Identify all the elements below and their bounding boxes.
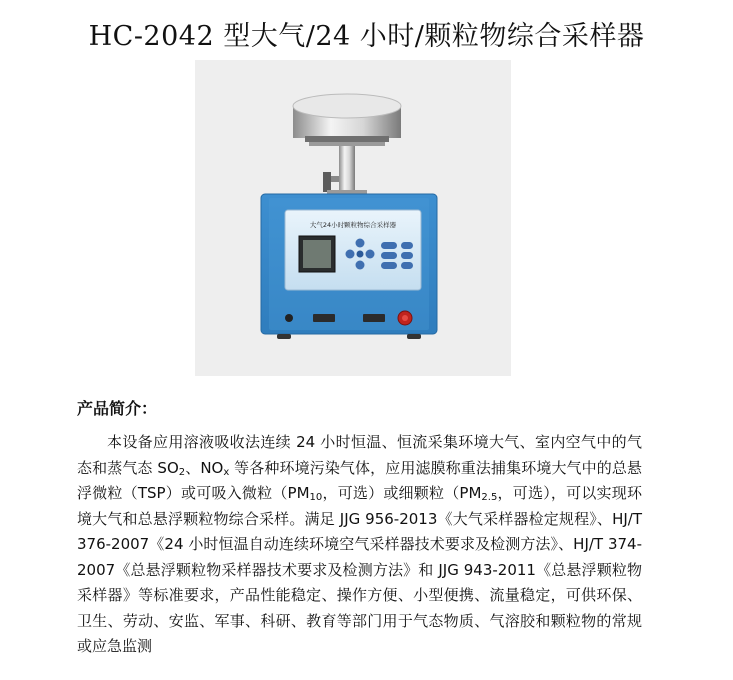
sampler-feet bbox=[277, 334, 421, 339]
page-title: HC-2042 型大气/24 小时/颗粒物综合采样器 bbox=[88, 21, 645, 52]
product-photo bbox=[195, 60, 511, 376]
sampler-illustration bbox=[195, 60, 511, 376]
section-heading: 产品简介： bbox=[77, 399, 158, 418]
sampler-body bbox=[261, 194, 437, 334]
sampling-head bbox=[293, 94, 401, 146]
panel-label: 大气24小时颗粒物综合采样器 bbox=[309, 221, 397, 229]
sampler-column bbox=[323, 146, 367, 196]
product-description: 本设备应用溶液吸收法连续 24 小时恒温、恒流采集环境大气、室内空气中的气态和蒸气态 $SO_2$、$NO_x$ 等各种环境污染气体，应用滤膜称重法捕集环境大气中的总悬浮微粒（TSP）或可吸入微粒（$PM_{10}$，可选）或细颗粒（$PM_{2.5}$，可选），可以实现环境大气和总悬浮颗粒物综合采样。满足 JJG 956-2013《大气采样器检定规程》、HJ/T 376-2007《24 小时恒温自动连续环境空气采样器技术要求及检测方法》、HJ/T 374-2007《总悬浮颗粒物采样器技术要求及检测方法》和 JJG 943-2011《总悬浮颗粒物采样器》等标准要求，产品性能稳定、操作方便、小型便携、流量稳定，可供环保、卫生、劳动、安监、军事、科研、教育等部门用于气态物质、气溶胶和颗粒物的常规或应急监测 bbox=[77, 433, 642, 655]
